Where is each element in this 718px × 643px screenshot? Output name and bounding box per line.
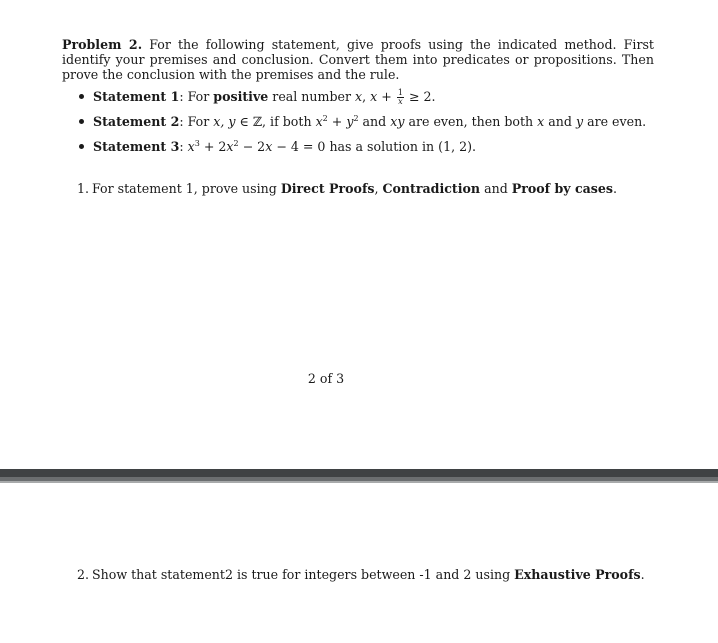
question-1: 1. For statement 1, prove using Direct Proofs, Contradiction and Proof by cases. (77, 181, 618, 196)
bullet-icon (79, 94, 84, 99)
pdf-page-3 (0, 485, 718, 643)
problem-heading: Problem 2. (62, 37, 143, 52)
statement-3: Statement 3: $x^3 + 2x^2 - 2x - 4 = 0$ has a solution in (1, 2). (78, 138, 638, 163)
problem-intro-text: For the following statement, give proofs using the indicated method. First identify your premises and conclusion. Convert them into predicates or propositions. Then prove the conclusion with the premises and the rule. (62, 37, 654, 82)
statement-2: Statement 2: For x, y ∈ ℤ, if both $x^2 + y^2$ and xy are even, then both x and y are even. (78, 113, 638, 138)
fraction-one-over-x: $\frac{1}{x}$ (397, 88, 403, 106)
page-indicator: 2 of 3 (307, 371, 345, 386)
statement-1: Statement 1: For positive real number x, x + $\frac{1}{x}$ ≥ 2. (78, 88, 638, 113)
bullet-icon (79, 144, 84, 149)
statement-list (78, 88, 647, 163)
page-separator (0, 467, 718, 485)
bullet-icon (79, 119, 84, 124)
problem-intro (62, 37, 654, 82)
question-2: 2. Show that statement2 is true for integers between -1 and 2 using Exhaustive Proofs. (77, 567, 645, 582)
